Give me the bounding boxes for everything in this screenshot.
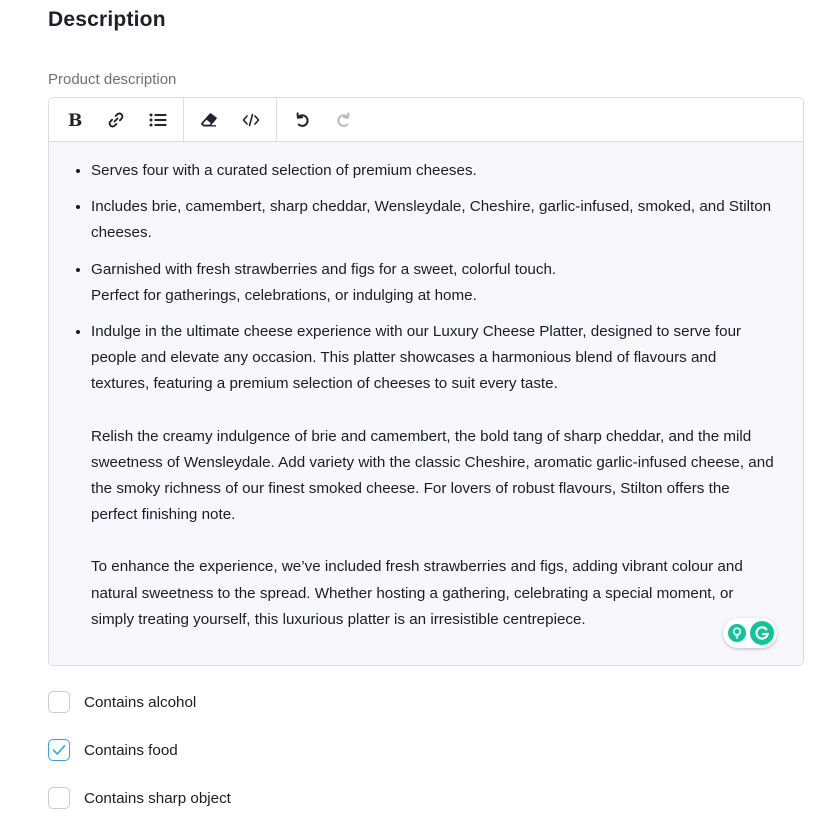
list-item xyxy=(91,194,775,246)
editor-content[interactable] xyxy=(49,142,803,633)
svg-text:B: B xyxy=(68,110,82,129)
paragraph: To enhance the experience, we’ve included fresh strawberries and figs, adding vibrant colour and natural sweetness to the spread. Whether hosting a gathering, celebrating a special moment, or simply treating yourself, this luxurious platter is an irresistible centrepiece. xyxy=(91,558,743,628)
checkbox-contains-alcohol[interactable] xyxy=(48,690,231,714)
grammarly-widget[interactable] xyxy=(723,618,777,648)
paragraph xyxy=(91,257,775,309)
paragraph: • Indulge in the ultimate cheese experience with our Luxury Cheese Platter, designed to serve four people and elevate any occasion. This platter showcases a harmonious blend of flavours and textures, featuring a premium selection of cheeses to suit every taste. xyxy=(91,323,742,393)
field-label: Product description xyxy=(48,71,177,88)
list-item xyxy=(91,257,775,309)
code-icon xyxy=(242,113,260,127)
checkbox[interactable] xyxy=(48,787,70,809)
lightbulb-icon[interactable] xyxy=(727,623,747,643)
checkbox[interactable] xyxy=(48,691,70,713)
bullet-list-icon xyxy=(149,112,167,128)
paragraph: • Includes brie, camembert, sharp cheddar, Wensleydale, Cheshire, garlic-infused, smoked, and Stilton cheeses. xyxy=(91,198,772,242)
link-icon xyxy=(107,111,125,129)
checkbox-list xyxy=(48,690,231,834)
grammarly-icon[interactable] xyxy=(750,621,774,645)
undo-icon xyxy=(293,111,311,129)
code-button[interactable] xyxy=(230,99,272,141)
checkbox-contains-food[interactable] xyxy=(48,738,231,762)
redo-icon xyxy=(335,111,353,129)
toolbar-group xyxy=(184,98,277,141)
checkbox[interactable] xyxy=(48,739,70,761)
list-item xyxy=(91,319,775,633)
checkbox-contains-sharp-object[interactable] xyxy=(48,786,231,810)
eraser-icon xyxy=(200,112,218,128)
editor-toolbar xyxy=(49,98,803,142)
text-line: Perfect for gatherings, celebrations, or indulging at home. xyxy=(91,286,477,304)
link-button[interactable] xyxy=(95,99,137,141)
toolbar-group xyxy=(49,98,184,141)
section-title: Description xyxy=(48,8,166,31)
undo-button[interactable] xyxy=(281,99,323,141)
checkbox-label: Contains alcohol xyxy=(84,693,197,711)
paragraph: Relish the creamy indulgence of brie and camembert, the bold tang of sharp cheddar, and the mild sweetness of Wensleydale. Add variety with the classic Cheshire, aromatic garlic-infused cheese, and the smoky richness of our finest smoked cheese. For lovers of robust flavours, Stilton offers the perfect finishing note. xyxy=(91,427,774,524)
toolbar-group xyxy=(277,98,369,141)
eraser-button[interactable] xyxy=(188,99,230,141)
redo-button[interactable] xyxy=(323,99,365,141)
rich-text-editor xyxy=(48,97,804,666)
paragraph: • Serves four with a curated selection of premium cheeses. xyxy=(91,162,477,179)
bullet-list xyxy=(71,158,775,633)
checkbox-label: Contains sharp object xyxy=(84,789,231,807)
text-line: Garnished with fresh strawberries and figs for a sweet, colorful touch. xyxy=(91,260,557,278)
bold-button[interactable] xyxy=(53,99,95,141)
bold-icon xyxy=(66,111,82,129)
list-item xyxy=(91,158,775,184)
checkbox-label: Contains food xyxy=(84,741,178,759)
bullet-list-button[interactable] xyxy=(137,99,179,141)
check-icon xyxy=(52,744,66,756)
